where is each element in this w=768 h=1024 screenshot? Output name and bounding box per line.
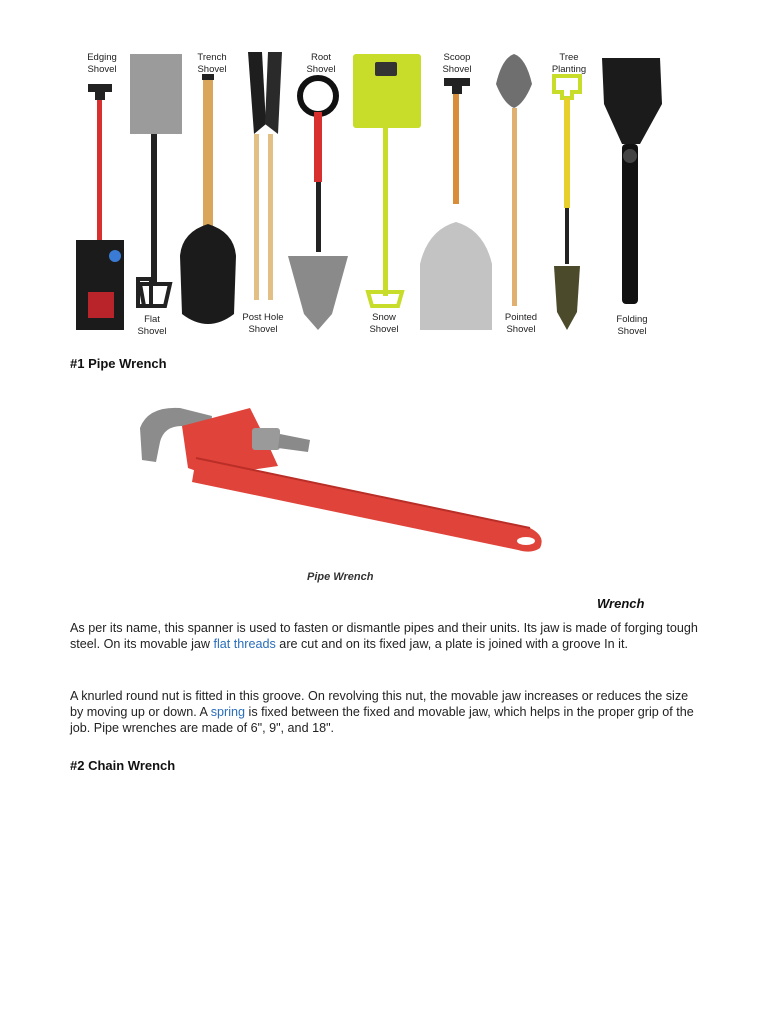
- label-line: Folding: [616, 314, 648, 325]
- label-line: Pointed: [504, 312, 538, 323]
- shovel-labels: [62, 44, 682, 340]
- label-line: Tree: [559, 52, 579, 63]
- label-line: Shovel: [137, 326, 167, 337]
- label-line: Snow: [372, 312, 396, 323]
- pipe-wrench-figure: [130, 396, 560, 566]
- label-line: Scoop: [443, 52, 471, 63]
- section-heading-pipe-wrench: #1 Pipe Wrench: [70, 356, 167, 371]
- label-snow-shovel: [369, 312, 398, 335]
- section-heading-chain-wrench: #2 Chain Wrench: [70, 758, 176, 773]
- label-pointed-shovel: [505, 312, 537, 335]
- label-line: Trench: [197, 52, 227, 63]
- label-edging-shovel: [87, 52, 117, 75]
- pipe-wrench-caption: Pipe Wrench: [307, 571, 374, 583]
- paragraph-pipe-wrench-1: [70, 620, 700, 652]
- label-line: Shovel: [248, 324, 278, 335]
- label-line: Shovel: [197, 64, 227, 75]
- label-line: Shovel: [87, 64, 117, 75]
- label-line: Shovel: [617, 326, 647, 337]
- label-line: Shovel: [442, 64, 472, 75]
- p2-text-b: is fixed between the fixed and movable jaw, which helps in the proper grip of the job. Pipe wrenches are made of 6", 9", and 18".: [70, 705, 694, 735]
- label-line: Shovel: [506, 324, 536, 335]
- wrench-side-label: Wrench: [597, 596, 645, 611]
- link-flat-threads[interactable]: flat threads: [213, 637, 276, 651]
- label-trench-shovel: [197, 52, 226, 75]
- p2-text-a: A knurled round nut is fitted in this groove. On revolving this nut, the movable jaw increases or reduces the size by moving up or down. A: [70, 689, 689, 719]
- label-line: Planting: [551, 64, 587, 75]
- label-line: Post Hole: [242, 312, 284, 323]
- label-tree-planting-shovel: [552, 52, 586, 75]
- link-spring[interactable]: spring: [210, 705, 246, 719]
- label-folding-shovel: [616, 314, 647, 337]
- label-flat-shovel: [137, 314, 166, 337]
- label-line: Shovel: [306, 64, 336, 75]
- label-line: Shovel: [369, 324, 399, 335]
- label-post-hole-shovel: [242, 312, 283, 335]
- label-line: Root: [310, 52, 332, 63]
- paragraph-pipe-wrench-2: [70, 688, 700, 736]
- label-root-shovel: [306, 52, 335, 75]
- label-line: Flat: [144, 314, 160, 325]
- shovel-types-figure: [62, 44, 682, 340]
- pipe-wrench-illustration: [130, 396, 560, 566]
- p1-text-a: As per its name, this spanner is used to fasten or dismantle pipes and their units. Its jaw is made of forging tough steel. On its movable jaw: [70, 621, 698, 651]
- p1-text-b: are cut and on its fixed jaw, a plate is joined with a groove In it.: [275, 637, 628, 651]
- label-scoop-shovel: [442, 52, 471, 75]
- label-line: Edging: [87, 52, 117, 63]
